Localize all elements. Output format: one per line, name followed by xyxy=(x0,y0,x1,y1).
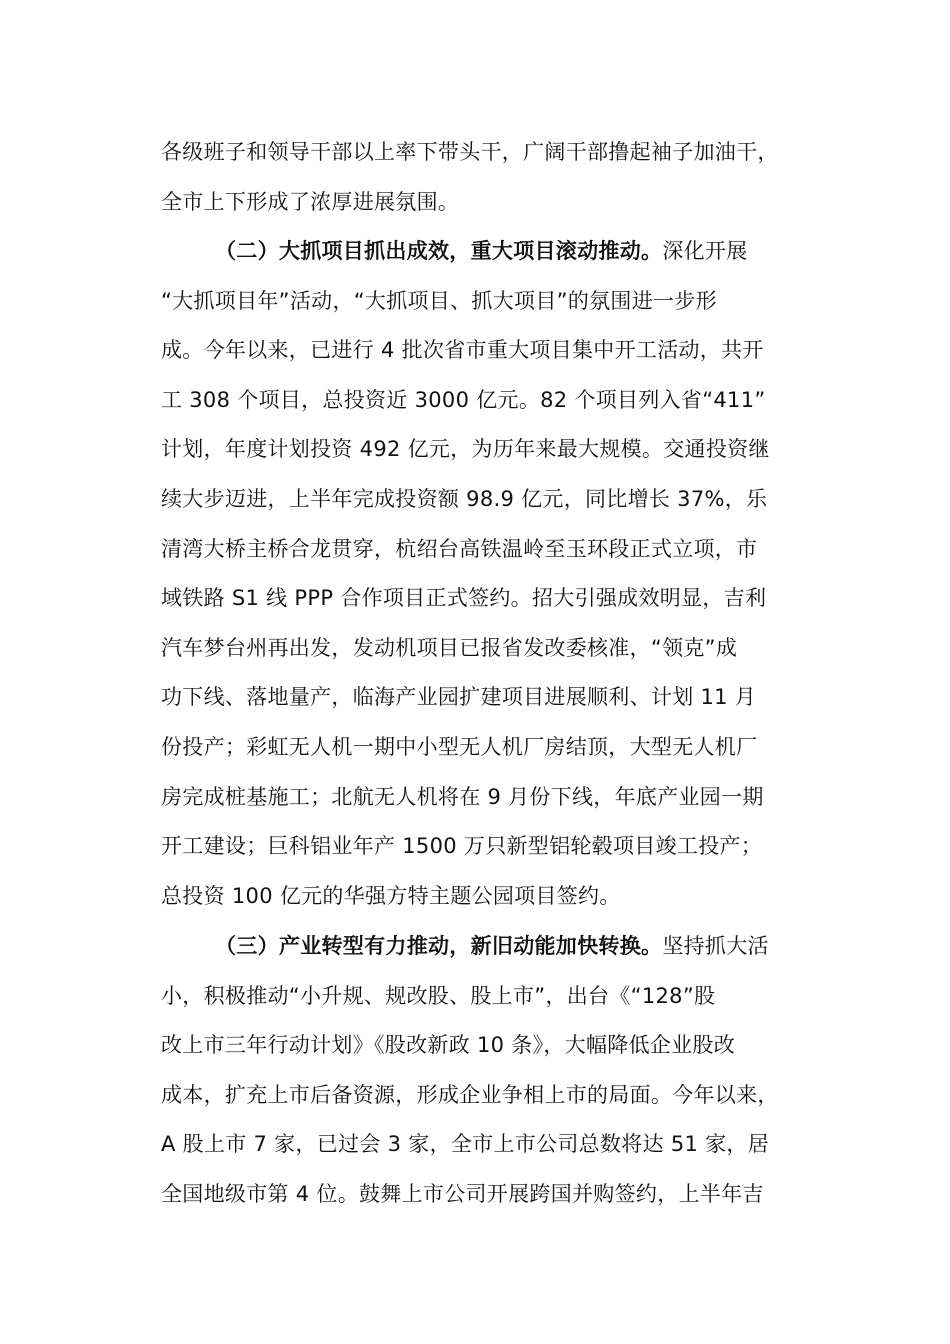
section-heading: （二）大抓项目抓出成效，重大项目滚动推动。 xyxy=(215,239,663,263)
text-line: 房完成桩基施工；北航无人机将在 9 月份下线，年底产业园一期 xyxy=(161,784,764,809)
text-line: 全市上下形成了浓厚进展氛围。 xyxy=(161,189,460,214)
text-line: 全国地级市第 4 位。鼓舞上市公司开展跨国并购签约，上半年吉 xyxy=(161,1181,764,1206)
text-line: A 股上市 7 家，已过会 3 家，全市上市公司总数将达 51 家，居 xyxy=(161,1132,770,1157)
text-line: 总投资 100 亿元的华强方特主题公园项目签约。 xyxy=(161,883,621,908)
text-line: 各级班子和领导干部以上率下带头干，广阔干部撸起袖子加油干， xyxy=(161,140,779,164)
text-line: 开工建设；巨科铝业年产 1500 万只新型铝轮毂项目竣工投产； xyxy=(161,834,763,859)
text-line: 份投产；彩虹无人机一期中小型无人机厂房结顶，大型无人机厂 xyxy=(161,734,758,759)
text-line: 汽车梦台州再出发，发动机项目已报省发改委核准，“领克”成 xyxy=(161,635,738,660)
text-line: “大抓项目年”活动，“大抓项目、抓大项目”的氛围进一步形 xyxy=(161,288,717,313)
paragraph-first-line xyxy=(161,922,811,972)
text-line: 成本，扩充上市后备资源，形成企业争相上市的局面。今年以来， xyxy=(161,1082,779,1107)
text-line: 清湾大桥主桥合龙贯穿，杭绍台高铁温岭至玉环段正式立项，市 xyxy=(161,536,758,561)
text-line: 功下线、落地量产，临海产业园扩建项目进展顺利、计划 11 月 xyxy=(161,685,757,710)
text-line: 工 308 个项目，总投资近 3000 亿元。82 个项目列入省“411” xyxy=(161,387,766,412)
text-line: 域铁路 S1 线 PPP 合作项目正式签约。招大引强成效明显，吉利 xyxy=(161,586,767,611)
text-run: 坚持抓大活 xyxy=(662,934,769,958)
section-heading: （三）产业转型有力推动，新旧动能加快转换。 xyxy=(215,934,663,958)
paragraph-1 xyxy=(161,128,811,227)
text-line: 小，积极推动“小升规、规改股、股上市”，出台《“128”股 xyxy=(161,983,716,1008)
text-line: 续大步迈进，上半年完成投资额 98.9 亿元，同比增长 37%，乐 xyxy=(161,486,768,511)
text-line: 计划，年度计划投资 492 亿元，为历年来最大规模。交通投资继 xyxy=(161,437,770,462)
text-line: 改上市三年行动计划》《股改新政 10 条》，大幅降低企业股改 xyxy=(161,1033,736,1058)
text-run: 深化开展 xyxy=(662,239,748,263)
paragraph-2 xyxy=(161,227,811,921)
text-line: 成。今年以来，已进行 4 批次省市重大项目集中开工活动，共开 xyxy=(161,338,764,363)
paragraph-first-line xyxy=(161,227,811,277)
paragraph-3 xyxy=(161,922,811,1220)
